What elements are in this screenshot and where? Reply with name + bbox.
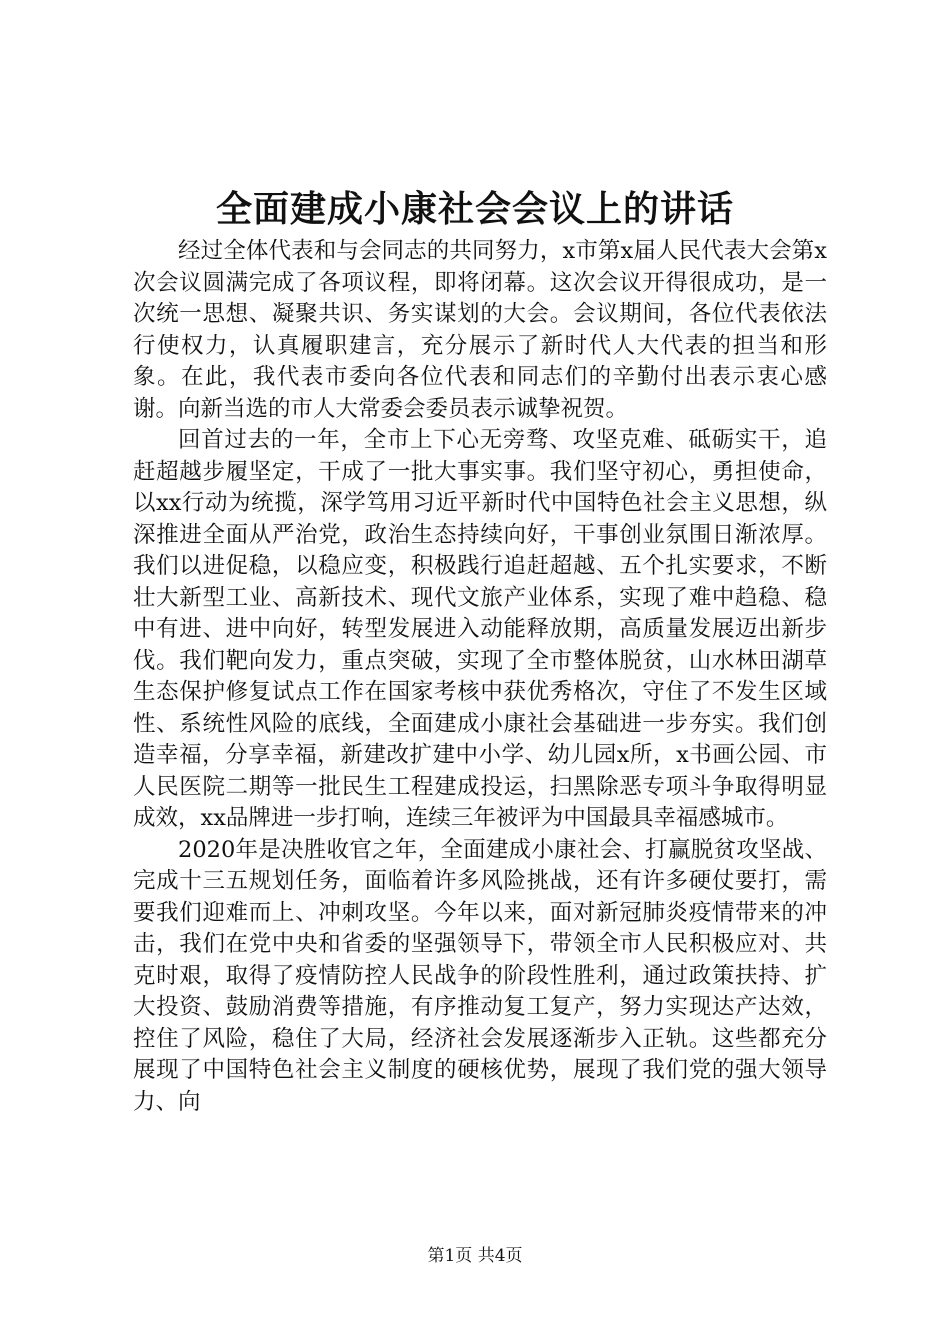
paragraph-1: 经过全体代表和与会同志的共同努力，x市第x届人民代表大会第x次会议圆满完成了各项议程，即将闭幕。这次会议开得很成功，是一次统一思想、凝聚共识、务实谋划的大会。会议期间，各位代表依法行使权力，认真履职建言，充分展示了新时代人大代表的担当和形象。在此，我代表市委向各位代表和同志们的辛勤付出表示衷心感谢。向新当选的市人大常委会委员表示诚挚祝贺。 bbox=[133, 238, 827, 422]
document-body bbox=[133, 236, 827, 1118]
paragraph-2: 回首过去的一年，全市上下心无旁骛、攻坚克难、砥砺实干，追赶超越步履坚定，干成了一批大事实事。我们坚守初心，勇担使命，以xx行动为统揽，深学笃用习近平新时代中国特色社会主义思想，纵深推进全面从严治党，政治生态持续向好，干事创业氛围日渐浓厚。我们以进促稳，以稳应变，积极践行追赶超越、五个扎实要求，不断壮大新型工业、高新技术、现代文旅产业体系，实现了难中趋稳、稳中有进、进中向好，转型发展进入动能释放期，高质量发展迈出新步伐。我们靶向发力，重点突破，实现了全市整体脱贫，山水林田湖草生态保护修复试点工作在国家考核中获优秀格次，守住了不发生区域性、系统性风险的底线，全面建成小康社会基础进一步夯实。我们创造幸福，分享幸福，新建改扩建中小学、幼儿园x所，x书画公园、市人民医院二期等一批民生工程建成投运，扫黑除恶专项斗争取得明显成效，xx品牌进一步打响，连续三年被评为中国最具幸福感城市。 bbox=[133, 427, 827, 831]
paragraph-3: 2020年是决胜收官之年，全面建成小康社会、打赢脱贫攻坚战、完成十三五规划任务，面临着许多风险挑战，还有许多硬仗要打，需要我们迎难而上、冲刺攻坚。今年以来，面对新冠肺炎疫情带来的冲击，我们在党中央和省委的坚强领导下，带领全市人民积极应对、共克时艰，取得了疫情防控人民战争的阶段性胜利，通过政策扶持、扩大投资、鼓励消费等措施，有序推动复工复产，努力实现达产达效，控住了风险，稳住了大局，经济社会发展逐渐步入正轨。这些都充分展现了中国特色社会主义制度的硬核优势，展现了我们党的强大领导力、向 bbox=[133, 836, 827, 1115]
document-title: 全面建成小康社会会议上的讲话 bbox=[215, 188, 734, 230]
page-number-footer: 第1页 共4页 bbox=[427, 1246, 523, 1266]
